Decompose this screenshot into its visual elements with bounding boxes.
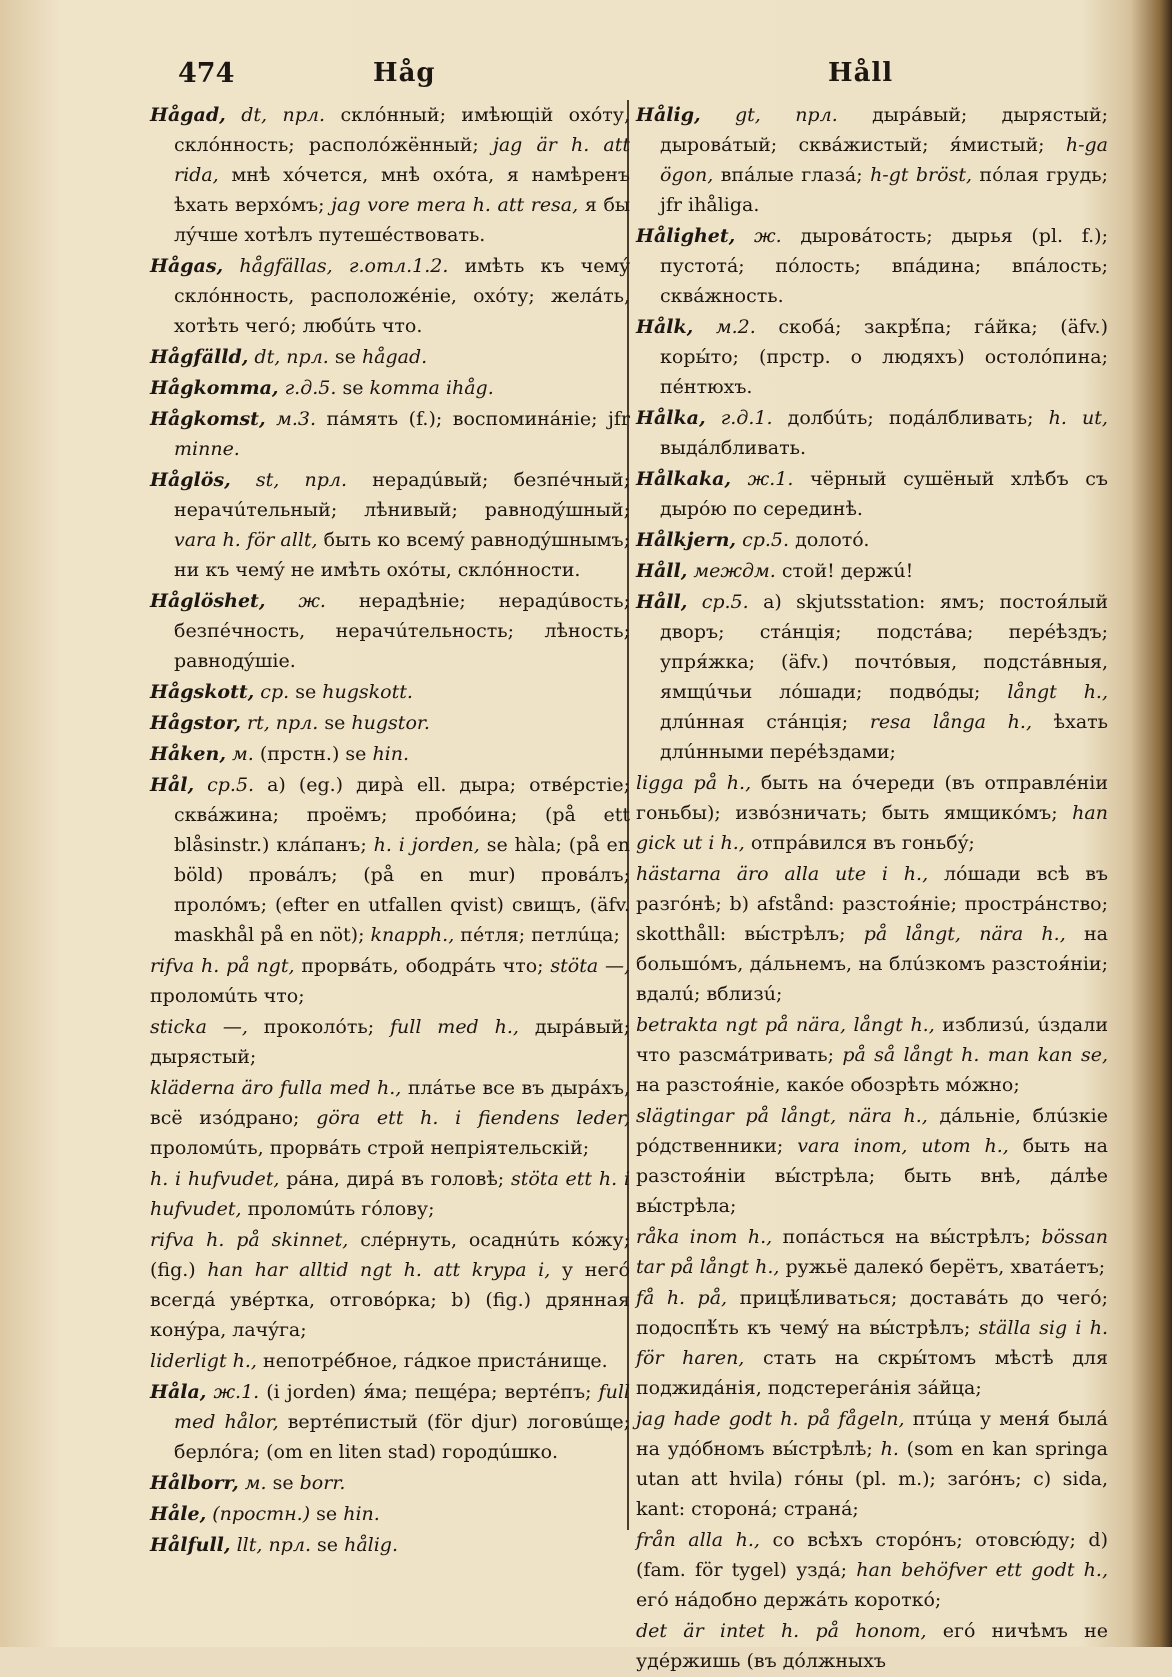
entry-example: h. i hufvudet, [150, 1168, 280, 1190]
entry-example: hålig. [344, 1534, 398, 1556]
entry-definition: se [334, 346, 356, 368]
entry-headword: Hågfälld, [150, 346, 249, 368]
entry-translation: пéтля; петлúца; [460, 924, 620, 946]
dictionary-entry [150, 1164, 630, 1224]
entry-translation: стать на скры́томъ мѣстѣ для поджидáнія, подстерегáнія зáйца; [636, 1347, 1108, 1399]
entry-translation: попáсться на вы́стрѣлъ; [782, 1226, 1031, 1248]
entry-translation: вертéпистый (för djur) логовúще; берлóга; (om en liten stad) городúшко. [174, 1411, 630, 1463]
entry-translation: прицѣ́ливаться; доставáть до чегó; подоспѣ́ть къ чемý на вы́стрѣлъ; [636, 1287, 1108, 1339]
entry-headword: Hålk, [636, 316, 694, 338]
entry-example: hugskott. [322, 681, 413, 703]
entry-headword: Håle, [150, 1503, 207, 1525]
entry-headword: Hål, [150, 774, 195, 796]
entry-definition: se [295, 681, 317, 703]
entry-headword: Hålka, [636, 407, 706, 429]
entry-example: stöta ett h. i hufvudet, [150, 1168, 630, 1220]
entry-definition: скобá; закрѣ́па; гáйка; (äfv.) коры́то; (прстр. о людяхъ) остолóпина; пéнтюхъ. [660, 316, 1109, 398]
entry-example: h-ga ögon, [660, 134, 1109, 186]
entry-definition: se [272, 1472, 294, 1494]
entry-translation: у негó всегдá увéртка, отговóрка; b) (fig.) дрянная конýра, лачýга; [150, 1259, 630, 1341]
dictionary-entry [150, 770, 630, 950]
entry-example: han har alltid ngt h. att krypa i, [207, 1259, 551, 1281]
dictionary-entry [150, 373, 630, 403]
dictionary-entry [150, 1499, 630, 1529]
page-header [178, 58, 1028, 98]
entry-headword: Hålighet, [636, 225, 736, 247]
entry-translation: проломúть гóлову; [247, 1198, 435, 1220]
entry-example: h-gt bröst, [870, 164, 973, 186]
entry-grammar: ж.1. [747, 468, 794, 490]
entry-definition: нерадúвый; безпéчный; нерачúтельный; лѣнивый; равнодýшный; [174, 469, 630, 521]
dictionary-entry [636, 1222, 1108, 1282]
entry-translation: плáтье все въ дырáхъ, всё изóдрано; [150, 1077, 630, 1129]
dictionary-entry [636, 859, 1108, 1009]
dictionary-entry [150, 1346, 630, 1376]
entry-definition: имѣть къ чемý склóнность, расположéніе, охóту; желáть, хотѣть чегó; любúть что. [174, 255, 630, 337]
entry-headword: Håll, [636, 560, 688, 582]
entry-definition: дыровáтость; дырья (pl. f.); пустотá; пóлость; впáдина; впáлость; сквáжность. [660, 225, 1108, 307]
dictionary-entry [150, 1225, 630, 1345]
entry-headword: Hågskott, [150, 681, 255, 703]
entry-grammar: dt, прл. [254, 346, 329, 368]
dictionary-entry [636, 464, 1108, 524]
entry-translation: быть на разстоя́ніи вы́стрѣла; быть внѣ, дáлѣе вы́стрѣла; [636, 1135, 1108, 1217]
entry-grammar: м.3. [276, 408, 317, 430]
dictionary-entry [150, 342, 630, 372]
entry-headword: Håglös, [150, 469, 231, 491]
entry-grammar: м. [244, 1472, 267, 1494]
entry-headword: Hålig, [636, 104, 701, 126]
entry-example: h. ut, [1048, 407, 1108, 429]
entry-example: jag hade godt h. på fågeln, [636, 1408, 905, 1430]
entry-example: resa långa h., [869, 711, 1032, 733]
entry-example: hin. [372, 743, 410, 765]
entry-example: liderligt h., [150, 1350, 257, 1372]
entry-translation: со всѣхъ сторóнъ; отовсю́ду; d) (fam. för tygel) уздá; [636, 1529, 1108, 1581]
entry-definition: нерадѣніе; нерадúвость; безпéчность, нерачúтельность; лѣность; равнодýшіе. [174, 590, 630, 672]
entry-example: han behöfver ett godt h., [856, 1559, 1108, 1581]
entry-translation: на большóмъ, дáльнемъ, на блúзкомъ разстоя́ніи; вдалú; вблизú; [636, 923, 1108, 1005]
entry-translation: мнѣ хóчется, мнѣ охóта, я намѣренъ ѣхать верхóмъ; [174, 164, 631, 216]
entry-example: vara inom, utom h., [797, 1135, 1009, 1157]
entry-definition: (прстн.) se [259, 743, 367, 765]
entry-example: vara h. för allt, [174, 529, 318, 551]
entry-translation: пóлая грудь; jfr ihåliga. [660, 164, 1109, 216]
dictionary-entry [150, 708, 630, 738]
dictionary-entry [636, 1404, 1108, 1524]
entry-grammar: ср. [260, 681, 290, 703]
page-number: 474 [178, 58, 235, 89]
entry-grammar: г.д.1. [720, 407, 773, 429]
entry-definition: se [317, 1534, 339, 1556]
entry-example: komma ihåg. [369, 377, 494, 399]
dictionary-entry [150, 100, 630, 250]
entry-definition: долотó. [795, 529, 870, 551]
dictionary-entry [636, 221, 1108, 311]
entry-example: ställa sig i h. för haren, [636, 1317, 1109, 1369]
dictionary-entry [636, 403, 1108, 463]
dictionary-entry [636, 587, 1108, 767]
dictionary-entry [636, 1283, 1108, 1403]
entry-headword: Hågstor, [150, 712, 241, 734]
entry-grammar: rt, прл. [246, 712, 319, 734]
entry-translation: изблизú, úздали что разсмáтривать; [636, 1014, 1108, 1066]
entry-grammar: dt, прл. [241, 104, 326, 126]
entry-translation: быть ко всемý равнодýшнымъ; ни къ чемý не имѣть охóты, склóнности. [174, 529, 631, 581]
entry-example: kläderna äro fulla med h., [150, 1077, 402, 1099]
entry-headword: Hågkomma, [150, 377, 279, 399]
dictionary-entry [636, 525, 1108, 555]
dictionary-entry [150, 1377, 630, 1467]
entry-example: hugstor. [351, 712, 430, 734]
entry-translation: егó нáдобно держáть короткó; [636, 1589, 942, 1611]
dictionary-entry [150, 1530, 630, 1560]
entry-grammar: st, прл. [255, 469, 348, 491]
entry-example: ligga på h., [636, 772, 752, 794]
dictionary-entry [150, 404, 630, 464]
dictionary-entry [636, 1010, 1108, 1100]
entry-headword: Håken, [150, 743, 226, 765]
dictionary-entry [150, 465, 630, 585]
entry-grammar: gt, прл. [734, 104, 838, 126]
entry-example: på så långt h. man kan se, [842, 1044, 1108, 1066]
left-column [150, 100, 630, 1561]
entry-headword: Håla, [150, 1381, 207, 1403]
entry-example: h. i jorden, [373, 834, 480, 856]
entry-translation: непотрéбное, гáдкое пристáнище. [263, 1350, 608, 1372]
entry-translation: ѣхать длúнными перéѣздами; [660, 711, 1109, 763]
entry-headword: Håglöshet, [150, 590, 266, 612]
dictionary-entry [150, 251, 630, 341]
entry-example: sticka —, [150, 1016, 248, 1038]
entry-grammar: м.2. [715, 316, 756, 338]
entry-example: jag vore mera h. att resa, [331, 194, 579, 216]
dictionary-entry [150, 586, 630, 676]
entry-example: långt h., [1007, 681, 1109, 703]
entry-example: full med h., [390, 1016, 519, 1038]
entry-example: han gick ut i h., [636, 802, 1108, 854]
entry-headword: Håll, [636, 591, 688, 613]
entry-example: få h. på, [636, 1287, 728, 1309]
entry-grammar: llt, прл. [236, 1534, 311, 1556]
entry-definition: a) skjutsstation: ямъ; постоя́лый дворъ; стáнція; подстáва; перéѣздъ; упря́жка; (äfv.) почтóвыя, подстáвныя, ямщúчьи лóшади; подвóды; [660, 591, 1108, 703]
dictionary-entry [150, 951, 630, 1011]
entry-translation: я бы лýчше хотѣлъ путешéствовать. [174, 194, 631, 246]
entry-definition: se [342, 377, 364, 399]
entry-example: borr. [299, 1472, 346, 1494]
entry-example: knapph., [370, 924, 455, 946]
entry-translation: проломúть, прорвáть строй непріятельскій; [150, 1137, 590, 1159]
dictionary-entry [150, 1468, 630, 1498]
entry-example: full med hålor, [174, 1381, 630, 1433]
dictionary-entry [636, 100, 1108, 220]
entry-definition: склóнный; имѣющій охóту, склóнность; располóжённый; [174, 104, 631, 156]
entry-grammar: междм. [693, 560, 776, 582]
entry-translation: прорвáть, ободрáть что; [301, 955, 544, 977]
entry-grammar: ср.5. [701, 591, 749, 613]
entry-definition: долбúть; подáлбливать; [787, 407, 1034, 429]
entry-example: bössan tar på långt h., [636, 1226, 1108, 1278]
entry-example: göra ett h. i fiendens leder, [316, 1107, 631, 1129]
dictionary-entry [150, 739, 630, 769]
entry-grammar: ж. [298, 590, 326, 612]
entry-definition: a) (eg.) дирà ell. дыра; отвéрстіе; сквáжина; проёмъ; пробóина; (på ett blåsinstr.) клáпанъ; [174, 774, 630, 856]
entry-grammar: ж. [754, 225, 782, 247]
left-catchword: Håg [373, 58, 436, 88]
entry-headword: Hågkomst, [150, 408, 266, 430]
entry-example: h. [880, 1438, 899, 1460]
entry-translation: длúнная стáнція; [660, 711, 849, 733]
entry-translation: выдáлбливать. [660, 437, 807, 459]
entry-example: det är intet h. på honom, [636, 1620, 927, 1642]
entry-translation: проколóть; [263, 1016, 375, 1038]
entry-grammar: м. [232, 743, 254, 765]
entry-translation: (som en kan springa utan att hvila) гóны (pl. m.); загóнъ; c) sida, kant: сторонá; странá; [636, 1438, 1108, 1520]
dictionary-entry [150, 1073, 630, 1163]
entry-definition: se [324, 712, 346, 734]
entry-headword: Hågas, [150, 255, 224, 277]
dictionary-entry [636, 556, 1108, 586]
entry-headword: Hålborr, [150, 1472, 239, 1494]
entry-example: slägtingar på långt, nära h., [636, 1105, 928, 1127]
entry-translation: проломúть что; [150, 985, 305, 1007]
entry-translation: быть на óчереди (въ отправлéніи гоньбы); извóзничать; быть ямщикóмъ; [636, 772, 1108, 824]
dictionary-entry [636, 768, 1108, 858]
entry-example: råka inom h., [636, 1226, 773, 1248]
entry-translation: егó ничѣмъ не удéржишь (въ дóлжныхъ [636, 1620, 1108, 1672]
entry-grammar: (простн.) [212, 1503, 311, 1525]
entry-grammar: hågfällas, г.отл.1.2. [239, 255, 449, 277]
entry-definition: se [316, 1503, 338, 1525]
dictionary-entry [636, 1616, 1108, 1676]
dictionary-entry [636, 1101, 1108, 1221]
dictionary-entry [636, 312, 1108, 402]
entry-translation: дáльніе, блúзкіе рóдственники; [636, 1105, 1108, 1157]
right-column [636, 100, 1108, 1677]
entry-headword: Hågad, [150, 104, 226, 126]
entry-example: hin. [343, 1503, 380, 1525]
entry-example: från alla h., [636, 1529, 760, 1551]
entry-grammar: г.д.5. [284, 377, 337, 399]
entry-translation: рáна, дирá въ головѣ; [286, 1168, 505, 1190]
entry-translation: отпрáвился въ гоньбý; [750, 832, 975, 854]
entry-grammar: ж.1. [213, 1381, 260, 1403]
entry-example: betrakta ngt på nära, långt h., [636, 1014, 935, 1036]
right-catchword: Håll [828, 58, 894, 88]
entry-example: rifva h. på ngt, [150, 955, 295, 977]
entry-definition: дырáвый; дырястый; дыровáтый; сквáжистый; я́мистый; [660, 104, 1108, 156]
entry-grammar: ср.5. [742, 529, 790, 551]
entry-example: jag är h. att rida, [174, 134, 630, 186]
entry-example: rifva h. på skinnet, [150, 1229, 349, 1251]
entry-headword: Hålkjern, [636, 529, 737, 551]
entry-definition: чёрный сушёный хлѣбъ съ дырóю по серединѣ. [660, 468, 1109, 520]
entry-translation: se hàla; (på en böld) провáлъ; (på en mur) провáлъ; пролóмъ; (efter en utfallen qvist) свищъ, (äfv. maskhål på en nöt); [174, 834, 631, 946]
entry-example: minne. [174, 438, 240, 460]
entry-definition: пáмять (f.); воспоминáніе; jfr [326, 408, 630, 430]
entry-example: hästarna äro alla ute i h., [636, 863, 929, 885]
entry-translation: на разстоя́ніе, какóе обозрѣть мóжно; [636, 1074, 1020, 1096]
entry-definition: (i jorden) я́ма; пещéра; вертéпъ; [266, 1381, 592, 1403]
entry-definition: стой! держú! [781, 560, 914, 582]
entry-headword: Hålkaka, [636, 468, 732, 490]
entry-example: hågad. [361, 346, 428, 368]
entry-translation: ружьё далекó берётъ, хватáетъ; [785, 1256, 1106, 1278]
entry-headword: Hålfull, [150, 1534, 231, 1556]
dictionary-entry [150, 677, 630, 707]
dictionary-entry [150, 1012, 630, 1072]
entry-translation: лóшади всѣ въ разгóнѣ; b) afstånd: разстоя́ніе; прострáнство; skotthåll: вы́стрѣлъ; [636, 863, 1108, 945]
entry-example: stöta —, [550, 955, 631, 977]
entry-translation: птúца у меня́ былá на удóбномъ вы́стрѣлѣ; [636, 1408, 1108, 1460]
entry-translation: слéрнуть, осаднúть кóжу; (fig.) [150, 1229, 630, 1281]
entry-translation: дырáвый; дырястый; [150, 1016, 631, 1068]
entry-translation: впáлые глазá; [720, 164, 863, 186]
dictionary-entry [636, 1525, 1108, 1615]
entry-example: på långt, nära h., [863, 923, 1066, 945]
entry-grammar: ср.5. [207, 774, 255, 796]
